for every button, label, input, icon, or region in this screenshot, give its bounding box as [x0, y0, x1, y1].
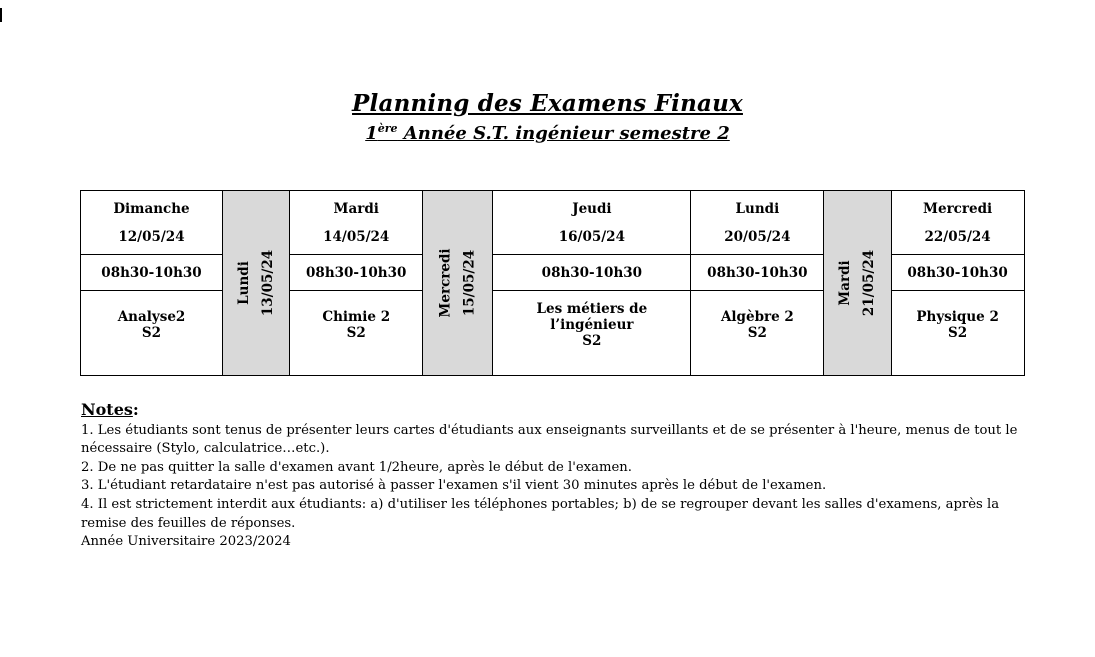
subject-cell	[81, 291, 223, 376]
subject-cell	[891, 291, 1024, 376]
day-cell	[691, 191, 824, 255]
exam-schedule-table	[80, 190, 1025, 376]
table-row-days	[81, 191, 1025, 255]
off-day-cell	[423, 191, 493, 376]
notes-section	[81, 400, 1021, 552]
notes-colon: :	[132, 400, 139, 419]
note-item: 1. Les étudiants sont tenus de présenter leurs cartes d'étudiants aux enseignants surveillants et de se présenter à l'heure, menus de tout le nécessaire (Stylo, calculatrice…etc.).	[81, 422, 1018, 457]
off-day-name: Mardi	[837, 260, 854, 306]
subject-semester: S2	[346, 325, 366, 341]
subject-name: Les métiers de l’ingénieur	[536, 301, 648, 333]
day-date: 12/05/24	[118, 228, 185, 245]
day-name: Lundi	[735, 200, 780, 217]
time-cell: 08h30-10h30	[493, 255, 691, 291]
time-cell: 08h30-10h30	[891, 255, 1024, 291]
day-name: Mardi	[333, 200, 379, 217]
text-cursor-mark	[0, 8, 2, 22]
day-cell	[891, 191, 1024, 255]
subject-semester: S2	[582, 333, 602, 349]
subtitle-text: Année S.T. ingénieur semestre 2	[397, 123, 730, 144]
off-day-cell	[223, 191, 290, 376]
day-name: Dimanche	[113, 200, 190, 217]
day-date: 20/05/24	[724, 228, 791, 245]
day-date: 16/05/24	[558, 228, 625, 245]
time-cell: 08h30-10h30	[290, 255, 423, 291]
off-day-date: 15/05/24	[461, 249, 478, 317]
subject-name: Chimie 2	[322, 309, 391, 325]
notes-heading	[81, 400, 1021, 422]
day-name: Jeudi	[572, 200, 612, 217]
subject-name: Algèbre 2	[720, 309, 794, 325]
academic-year: Année Universitaire 2023/2024	[81, 534, 291, 550]
day-cell	[81, 191, 223, 255]
day-date: 14/05/24	[323, 228, 390, 245]
subject-name: Analyse2	[117, 309, 186, 325]
day-cell	[290, 191, 423, 255]
time-cell: 08h30-10h30	[81, 255, 223, 291]
off-day-label	[833, 250, 881, 316]
day-name: Mercredi	[923, 200, 993, 217]
off-day-date: 21/05/24	[861, 249, 878, 317]
page-title: Planning des Examens Finaux	[352, 90, 743, 117]
notes-title: Notes	[81, 400, 133, 419]
day-cell	[493, 191, 691, 255]
off-day-label	[232, 250, 280, 316]
subject-cell	[691, 291, 824, 376]
subtitle-ordinal: 1	[365, 123, 378, 144]
subject-cell	[493, 291, 691, 376]
off-day-name: Lundi	[236, 261, 253, 305]
subject-semester: S2	[747, 325, 767, 341]
off-day-name: Mercredi	[437, 248, 454, 318]
off-day-date: 13/05/24	[260, 249, 277, 317]
note-item: 3. L'étudiant retardataire n'est pas autorisé à passer l'examen s'il vient 30 minutes après le début de l'examen.	[81, 478, 827, 494]
subject-cell	[290, 291, 423, 376]
off-day-cell	[824, 191, 891, 376]
page-subtitle	[0, 122, 1095, 144]
subject-semester: S2	[948, 325, 968, 341]
note-item: 2. De ne pas quitter la salle d'examen avant 1/2heure, après le début de l'examen.	[81, 459, 632, 475]
off-day-label	[434, 248, 482, 317]
subtitle-ordinal-suffix: ère	[377, 122, 398, 135]
day-date: 22/05/24	[924, 228, 991, 245]
note-item: 4. Il est strictement interdit aux étudiants: a) d'utiliser les téléphones portables; b) de se regrouper devant les salles d'examens, après la remise des feuilles de réponses.	[81, 496, 1000, 531]
subject-name: Physique 2	[916, 309, 999, 325]
time-cell: 08h30-10h30	[691, 255, 824, 291]
subject-semester: S2	[141, 325, 162, 341]
